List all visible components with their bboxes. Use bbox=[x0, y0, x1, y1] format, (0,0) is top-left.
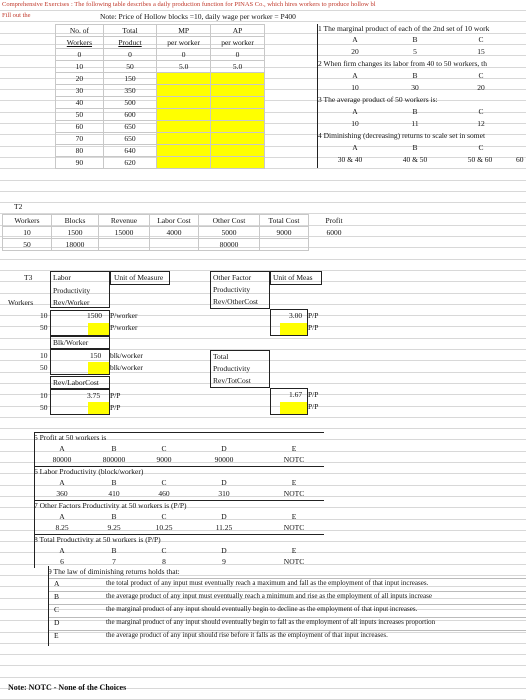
q2-choice-a: 10 bbox=[351, 83, 359, 92]
table-cell[interactable] bbox=[211, 157, 265, 169]
table-cell: 18000 bbox=[52, 239, 99, 251]
q9-option-letter: C bbox=[54, 605, 60, 614]
q2-choice-a-label: A bbox=[352, 71, 358, 80]
col-header: Workers bbox=[56, 37, 104, 49]
unit-pp: P/P bbox=[110, 391, 121, 400]
choice-label: E bbox=[291, 546, 297, 555]
choice-label: B bbox=[111, 546, 117, 555]
q4-choice-d: 60 bbox=[516, 155, 524, 164]
choice-label: D bbox=[221, 478, 227, 487]
col-header: Other Cost bbox=[199, 215, 260, 227]
q9-option-text: the average product of any input must eventually reach a minimum and rise as the employment of all inputs increase bbox=[106, 592, 432, 600]
col-header: No. of bbox=[56, 25, 104, 37]
table-cell[interactable] bbox=[157, 145, 211, 157]
table-cell: 50 bbox=[56, 109, 104, 121]
choice-label: D bbox=[221, 512, 227, 521]
choice-label: D bbox=[221, 546, 227, 555]
table-cell[interactable] bbox=[211, 85, 265, 97]
choice-label: D bbox=[221, 444, 227, 453]
footer-note: Note: NOTC - None of the Choices bbox=[8, 683, 127, 692]
table-cell: 0 bbox=[56, 49, 104, 61]
q3-choice-c: 12 bbox=[477, 119, 485, 128]
table-cell[interactable] bbox=[157, 97, 211, 109]
col-header: Profit bbox=[325, 216, 343, 225]
q1-choice-c: 15 bbox=[477, 47, 485, 56]
col-header: per worker bbox=[157, 37, 211, 49]
q9-option-letter: E bbox=[54, 631, 59, 640]
choice-value: 8 bbox=[162, 557, 166, 566]
col-header: Revenue bbox=[99, 215, 150, 227]
table-cell[interactable] bbox=[211, 73, 265, 85]
table-cell: 500 bbox=[103, 97, 156, 109]
col-header: MP bbox=[157, 25, 211, 37]
table-cell: 80 bbox=[56, 145, 104, 157]
table-cell: 90 bbox=[56, 157, 104, 169]
q1-choice-a: 20 bbox=[351, 47, 359, 56]
col-header: per worker bbox=[211, 37, 265, 49]
choice-value: NOTC bbox=[283, 489, 305, 498]
unit-pp: P/P bbox=[308, 390, 319, 399]
t3-row-50b: 50 bbox=[40, 363, 48, 372]
table-cell: 350 bbox=[103, 85, 156, 97]
table-cell: 5.0 bbox=[211, 61, 265, 73]
other-factor-label: Other Factor bbox=[213, 273, 252, 282]
answer-cell[interactable] bbox=[88, 402, 109, 414]
q2-choice-c: 20 bbox=[477, 83, 485, 92]
choice-label: E bbox=[291, 512, 297, 521]
unit-pw: P/worker bbox=[110, 323, 138, 332]
t3-title: T3 bbox=[24, 273, 33, 282]
blk-per-worker-10: 150 bbox=[90, 351, 102, 360]
choice-value: 11.25 bbox=[215, 523, 233, 532]
table-cell: 70 bbox=[56, 133, 104, 145]
question-9: 9 The law of diminishing returns holds that: bbox=[48, 567, 180, 576]
blk-worker-label: Blk/Worker bbox=[53, 338, 89, 347]
col-header: Total Cost bbox=[260, 215, 309, 227]
choice-label: A bbox=[59, 546, 65, 555]
table-cell[interactable] bbox=[211, 145, 265, 157]
question-7: 7 Other Factors Productivity at 50 workers is (P/P) bbox=[34, 501, 187, 510]
table-cell[interactable] bbox=[211, 97, 265, 109]
unit-bw: blk/worker bbox=[110, 351, 143, 360]
choice-value: 8.25 bbox=[55, 523, 69, 532]
table-cell: 60 bbox=[56, 121, 104, 133]
production-table bbox=[55, 24, 265, 169]
unit-bw: blk/worker bbox=[110, 363, 143, 372]
q4-choice-b-label: B bbox=[412, 143, 418, 152]
q3-choice-b-label: B bbox=[412, 107, 418, 116]
table-row bbox=[56, 97, 265, 109]
choice-label: A bbox=[59, 512, 65, 521]
col-header: Product bbox=[103, 37, 156, 49]
q3-choice-b: 11 bbox=[411, 119, 419, 128]
table-cell: 50 bbox=[103, 61, 156, 73]
table-row bbox=[56, 73, 265, 85]
q1-choice-a-label: A bbox=[352, 35, 358, 44]
col-header: Labor Cost bbox=[150, 215, 199, 227]
choice-label: E bbox=[291, 444, 297, 453]
choice-value: NOTC bbox=[283, 523, 305, 532]
choice-value: 9 bbox=[222, 557, 226, 566]
table-cell[interactable] bbox=[157, 73, 211, 85]
table-row bbox=[56, 49, 265, 61]
t3-row-10b: 10 bbox=[40, 351, 48, 360]
unit-pw: P/worker bbox=[110, 311, 138, 320]
choice-value: NOTC bbox=[283, 455, 305, 464]
q3-choice-a-label: A bbox=[352, 107, 358, 116]
choice-label: C bbox=[161, 444, 167, 453]
table-row bbox=[56, 121, 265, 133]
q2-choice-b: 30 bbox=[411, 83, 419, 92]
choice-label: C bbox=[161, 512, 167, 521]
table-cell: 80000 bbox=[199, 239, 260, 251]
choice-label: C bbox=[161, 478, 167, 487]
choice-label: B bbox=[111, 444, 117, 453]
q9-option-letter: B bbox=[54, 592, 60, 601]
q2-choice-b-label: B bbox=[412, 71, 418, 80]
question-1: 1 The marginal product of each of the 2nd set of 10 work bbox=[318, 24, 490, 33]
choice-value: 80000 bbox=[52, 455, 72, 464]
question-5: 5 Profit at 50 workers is bbox=[34, 433, 107, 442]
choice-value: 460 bbox=[158, 489, 170, 498]
table-cell: 10 bbox=[56, 61, 104, 73]
table-cell bbox=[150, 239, 199, 251]
q9-option-text: the average product of any input should rise before it falls as the employment of that input increases. bbox=[106, 631, 388, 639]
table-row bbox=[56, 109, 265, 121]
rev-othercost-10: 3.00 bbox=[289, 311, 303, 320]
choice-value: 10.25 bbox=[155, 523, 173, 532]
choice-value: 9.25 bbox=[107, 523, 121, 532]
q3-choice-c-label: C bbox=[478, 107, 484, 116]
table-cell: 650 bbox=[103, 121, 156, 133]
table-cell: 0 bbox=[211, 49, 265, 61]
table-cell: 1500 bbox=[52, 227, 99, 239]
choice-label: A bbox=[59, 444, 65, 453]
rev-per-worker-10: 1500 bbox=[87, 311, 102, 320]
profit-table bbox=[2, 214, 360, 251]
unit-meas-label: Unit of Meas bbox=[273, 273, 313, 282]
choice-label: C bbox=[161, 546, 167, 555]
t3-row-50c: 50 bbox=[40, 403, 48, 412]
table-cell: 150 bbox=[103, 73, 156, 85]
rev-laborcost-label: Rev/LaborCost bbox=[53, 378, 99, 387]
total-productivity: Productivity bbox=[213, 364, 251, 373]
answer-cell[interactable] bbox=[280, 402, 307, 414]
choice-value: NOTC bbox=[283, 557, 305, 566]
unit-label: Unit of Measure bbox=[114, 273, 164, 282]
q2-choice-c-label: C bbox=[478, 71, 484, 80]
table-cell: 30 bbox=[56, 85, 104, 97]
table-row bbox=[56, 61, 265, 73]
question-4: 4 Diminishing (decreasing) returns to scale set in somet bbox=[318, 131, 486, 140]
table-cell[interactable] bbox=[157, 109, 211, 121]
table-row bbox=[56, 145, 265, 157]
t3-row-10: 10 bbox=[40, 311, 48, 320]
choice-value: 800000 bbox=[102, 455, 126, 464]
table-cell: 20 bbox=[56, 73, 104, 85]
table-cell: 5000 bbox=[199, 227, 260, 239]
table-cell[interactable] bbox=[157, 85, 211, 97]
table-row bbox=[56, 85, 265, 97]
answer-cell[interactable] bbox=[280, 323, 307, 335]
table-cell: 4000 bbox=[150, 227, 199, 239]
workers-label: Workers bbox=[8, 298, 34, 307]
rlc-box bbox=[50, 376, 110, 389]
table-cell: 0 bbox=[103, 49, 156, 61]
table-cell: 6000 bbox=[326, 228, 342, 237]
rev-totcost-label: Rev/TotCost bbox=[213, 376, 251, 385]
choice-value: 7 bbox=[112, 557, 116, 566]
table-cell[interactable] bbox=[211, 109, 265, 121]
q1-choice-b-label: B bbox=[412, 35, 418, 44]
unit-pp: P/P bbox=[308, 311, 319, 320]
t3-row-50: 50 bbox=[40, 323, 48, 332]
t3-row-10c: 10 bbox=[40, 391, 48, 400]
table-row bbox=[56, 133, 265, 145]
q1-choice-c-label: C bbox=[478, 35, 484, 44]
t2-title: T2 bbox=[14, 202, 23, 211]
table-cell: 50 bbox=[3, 239, 52, 251]
table-cell: 650 bbox=[103, 133, 156, 145]
exercise-title: Comprehensive Exercises : The following table describes a daily production function for PINAS Co., which hires workers to produce hollow bl bbox=[2, 1, 376, 8]
rev-totcost-10: 1.67 bbox=[289, 390, 303, 399]
table-cell: 620 bbox=[103, 157, 156, 169]
question-2: 2 When firm changes its labor from 40 to 50 workers, th bbox=[318, 59, 487, 68]
choice-label: B bbox=[111, 478, 117, 487]
table-cell: 640 bbox=[103, 145, 156, 157]
choice-value: 9000 bbox=[156, 455, 172, 464]
other-factor-productivity: Productivity bbox=[213, 285, 251, 294]
col-header: AP bbox=[211, 25, 265, 37]
q4-choice-c: 50 & 60 bbox=[467, 155, 493, 164]
choice-label: A bbox=[59, 478, 65, 487]
col-header: Total bbox=[103, 25, 156, 37]
table-cell bbox=[309, 239, 360, 251]
q4-choice-b: 40 & 50 bbox=[402, 155, 428, 164]
rev-worker-label: Rev/Worker bbox=[53, 298, 90, 307]
table-cell: 40 bbox=[56, 97, 104, 109]
answer-cell[interactable] bbox=[88, 323, 109, 335]
q9-option-text: the total product of any input must eventually reach a maximum and fall as the employment of that input increases. bbox=[106, 579, 429, 587]
q1-choice-b: 5 bbox=[413, 47, 417, 56]
table-cell[interactable] bbox=[157, 121, 211, 133]
table-cell: 5.0 bbox=[157, 61, 211, 73]
total-label: Total bbox=[213, 352, 229, 361]
q4-choice-a: 30 & 40 bbox=[337, 155, 363, 164]
table-cell[interactable] bbox=[157, 133, 211, 145]
rev-laborcost-10: 3.75 bbox=[87, 391, 101, 400]
table-row bbox=[3, 227, 360, 239]
table-cell[interactable] bbox=[211, 121, 265, 133]
col-header: Blocks bbox=[52, 215, 99, 227]
table-cell[interactable] bbox=[211, 133, 265, 145]
choice-value: 6 bbox=[60, 557, 64, 566]
q9-option-text: the marginal product of any input should eventually begin to fall as the employment of all inputs increases proportion bbox=[106, 618, 436, 626]
fill-out-label: Fill out the bbox=[2, 12, 31, 19]
table-cell bbox=[260, 239, 309, 251]
table-cell: 15000 bbox=[99, 227, 150, 239]
choice-label: E bbox=[291, 478, 297, 487]
q4-choice-a-label: A bbox=[352, 143, 358, 152]
choice-value: 410 bbox=[108, 489, 120, 498]
table-cell bbox=[99, 239, 150, 251]
unit-pp: P/P bbox=[308, 402, 319, 411]
question-3: 3 The average product of 50 workers is: bbox=[318, 95, 438, 104]
choice-value: 310 bbox=[218, 489, 230, 498]
col-header: Workers bbox=[3, 215, 52, 227]
rev-othercost-label: Rev/OtherCost bbox=[213, 297, 258, 306]
q4-choice-c-label: C bbox=[478, 143, 484, 152]
table-row bbox=[56, 157, 265, 169]
question-6: 6 Labor Productivity (block/worker) bbox=[34, 467, 144, 476]
answer-cell[interactable] bbox=[88, 362, 109, 374]
table-cell: 10 bbox=[3, 227, 52, 239]
table-cell: 9000 bbox=[260, 227, 309, 239]
q3-choice-a: 10 bbox=[351, 119, 359, 128]
labor-productivity: Productivity bbox=[53, 286, 91, 295]
table-cell: 0 bbox=[157, 49, 211, 61]
table-cell: 600 bbox=[103, 109, 156, 121]
q9-option-letter: D bbox=[54, 618, 60, 627]
table-cell[interactable] bbox=[157, 157, 211, 169]
table-row bbox=[3, 239, 360, 251]
choice-value: 360 bbox=[56, 489, 68, 498]
choice-label: B bbox=[111, 512, 117, 521]
q9-option-text: the marginal product of any input should eventually begin to decline as the employment of that input increases. bbox=[106, 605, 418, 613]
price-note: Note: Price of Hollow blocks =10, daily wage per worker = P400 bbox=[100, 12, 296, 21]
q9-option-letter: A bbox=[54, 579, 60, 588]
unit-pp: P/P bbox=[110, 403, 121, 412]
question-8: 8 Total Productivity at 50 workers is (P/P) bbox=[34, 535, 161, 544]
labor-label: Labor bbox=[53, 273, 71, 282]
choice-value: 90000 bbox=[214, 455, 234, 464]
unit-pp: P/P bbox=[308, 323, 319, 332]
